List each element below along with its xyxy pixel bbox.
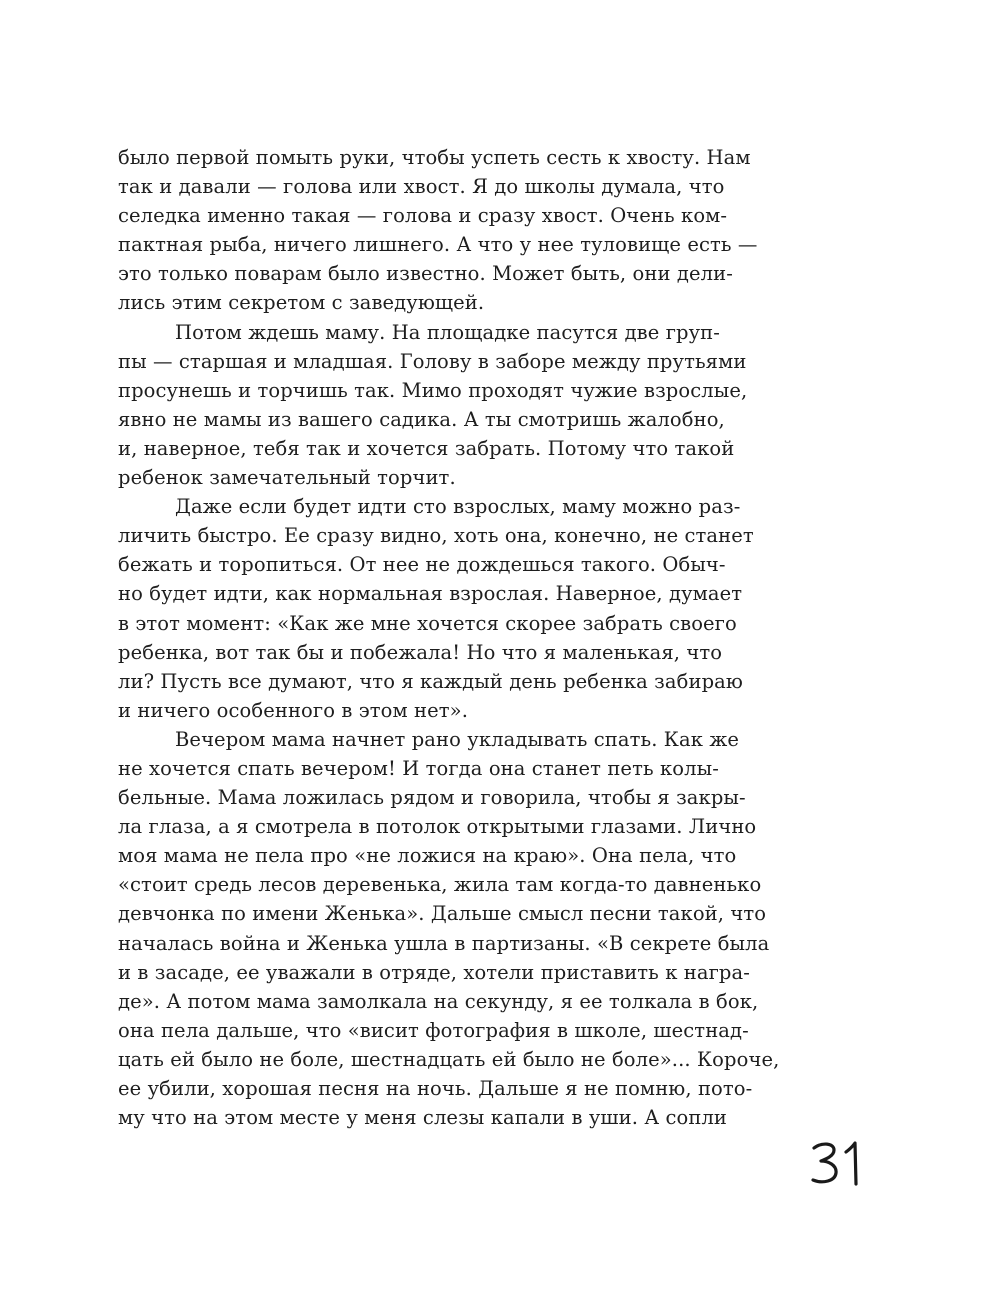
- text-line: девчонка по имени Женька». Дальше смысл песни такой, что: [118, 902, 767, 926]
- text-line: пактная рыба, ничего лишнего. А что у нее туловище есть —: [118, 233, 758, 257]
- text-line: было первой помыть руки, чтобы успеть сесть к хвосту. Нам: [118, 146, 751, 169]
- text-line: селедка именно такая — голова и сразу хвост. Очень ком-: [118, 204, 728, 228]
- text-line: цать ей было не боле, шестнадцать ей было не боле»... Короче,: [118, 1047, 780, 1071]
- text-line: и ничего особенного в этом нет».: [118, 698, 468, 722]
- paragraph-1: [118, 143, 758, 318]
- text-line: ла глаза, а я смотрела в потолок открытыми глазами. Лично: [118, 815, 757, 839]
- text-line: началась война и Женька ушла в партизаны. «В секрете была: [118, 931, 770, 955]
- paragraph-3: [118, 492, 754, 725]
- text-line: и, наверное, тебя так и хочется забрать. Потому что такой: [118, 436, 735, 460]
- text-line: бельные. Мама ложилась рядом и говорила, чтобы я закры-: [118, 786, 746, 810]
- text-line: не хочется спать вечером! И тогда она станет петь колы-: [118, 756, 719, 780]
- text-line: это только поварам было известно. Может быть, они дели-: [118, 262, 733, 286]
- page-number-glyphs: [810, 1138, 870, 1188]
- text-line: просунешь и торчишь так. Мимо проходят чужие взрослые,: [118, 378, 748, 402]
- text-line: ребенка, вот так бы и побежала! Но что я маленькая, что: [118, 640, 723, 664]
- paragraph-2: [118, 318, 748, 493]
- text-line: ребенок замечательный торчит.: [118, 466, 456, 490]
- text-line: лись этим секретом с заведующей.: [118, 291, 485, 315]
- text-line: Даже если будет идти сто взрослых, маму можно раз-: [175, 495, 741, 519]
- text-line: му что на этом месте у меня слезы капали в уши. А сопли: [118, 1106, 728, 1130]
- text-line: де». А потом мама замолкала на секунду, я ее толкала в бок,: [118, 989, 759, 1013]
- text-line: в этот момент: «Как же мне хочется скорее забрать своего: [118, 611, 737, 635]
- text-line: «стоит средь лесов деревенька, жила там когда-то давненько: [118, 873, 762, 897]
- text-line: и в засаде, ее уважали в отряде, хотели приставить к награ-: [118, 960, 750, 984]
- text-line: явно не мамы из вашего садика. А ты смотришь жалобно,: [118, 407, 725, 431]
- text-line: Вечером мама начнет рано укладывать спать. Как же: [175, 727, 739, 751]
- text-line: бежать и торопиться. От нее не дождешься такого. Обыч-: [118, 553, 726, 577]
- text-line: моя мама не пела про «не ложися на краю». Она пела, что: [118, 844, 737, 868]
- page-number: [810, 1138, 870, 1188]
- text-line: ее убили, хорошая песня на ночь. Дальше я не помню, пото-: [118, 1077, 753, 1100]
- text-line: Потом ждешь маму. На площадке пасутся две груп-: [175, 320, 720, 344]
- body-text: [118, 143, 780, 1132]
- text-line: так и давали — голова или хвост. Я до школы думала, что: [118, 175, 725, 199]
- text-line: пы — старшая и младшая. Голову в заборе между прутьями: [118, 349, 747, 373]
- text-line: она пела дальше, что «висит фотография в школе, шестнад-: [118, 1018, 749, 1042]
- text-line: личить быстро. Ее сразу видно, хоть она, конечно, не станет: [118, 524, 754, 548]
- text-line: но будет идти, как нормальная взрослая. Наверное, думает: [118, 582, 743, 606]
- text-line: ли? Пусть все думают, что я каждый день ребенка забираю: [118, 669, 743, 693]
- paragraph-4: [118, 725, 780, 1132]
